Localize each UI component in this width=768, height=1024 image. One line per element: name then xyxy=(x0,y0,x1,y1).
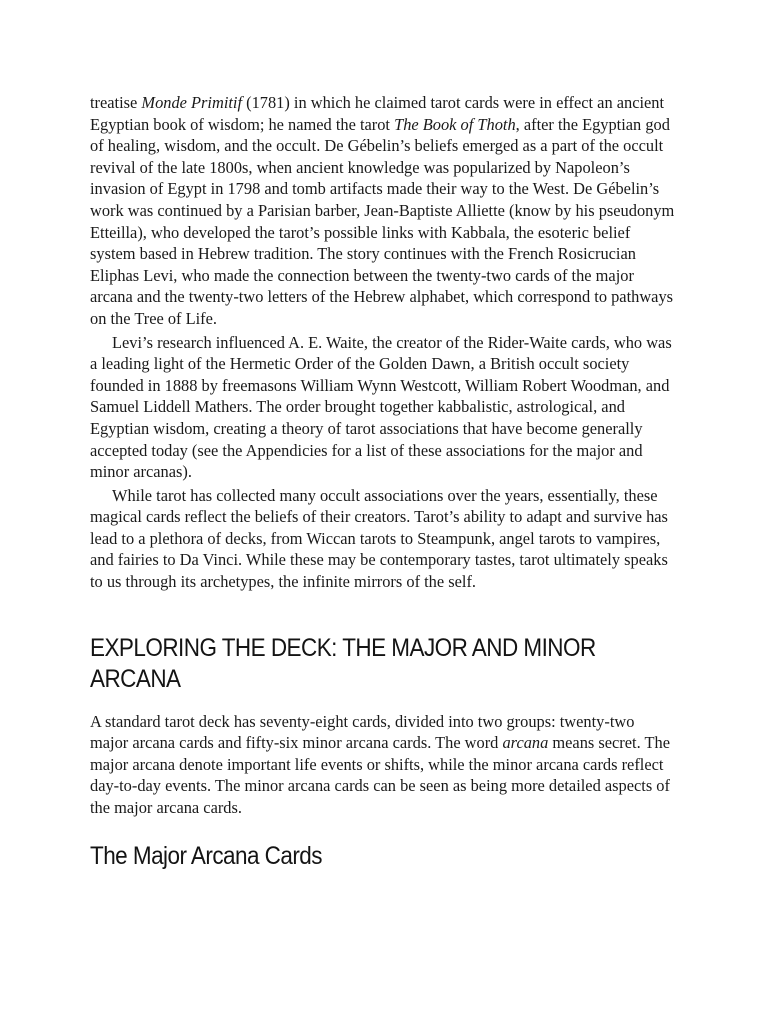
section-heading: EXPLORING THE DECK: THE MAJOR AND MINOR ARCANA xyxy=(90,633,596,693)
italic-term-arcana: arcana xyxy=(502,733,549,753)
paragraph-history xyxy=(90,92,676,330)
text-run: means secret. The major arcana denote important life events or shifts, while the minor arcana cards reflect day-to-day events. The minor arcana cards can be seen as being more detailed aspects of the major arcana cards. xyxy=(90,733,670,818)
italic-title-monde-primitif: Monde Primitif xyxy=(141,93,243,112)
text-run: treatise xyxy=(90,93,142,112)
paragraph-waite: Levi’s research influenced A. E. Waite, the creator of the Rider-Waite cards, who was a leading light of the Hermetic Order of the Golden Dawn, a British occult society founded in 1888 by freemasons William Wynn Westcott, William Robert Woodman, and Samuel Liddell Mathers. The order brought together kabbalistic, astrological, and Egyptian wisdom, creating a theory of tarot associations that have become generally accepted today (see the Appendicies for a list of these associations for the major and minor arcanas). xyxy=(90,332,672,482)
italic-title-book-of-thoth: The Book of Thoth xyxy=(394,114,516,134)
document-page xyxy=(90,92,676,871)
paragraph-deck-overview xyxy=(90,711,676,819)
subsection-heading: The Major Arcana Cards xyxy=(90,841,322,870)
text-run: A standard tarot deck has seventy-eight cards, divided into two groups: twenty-two major arcana cards and fifty-six minor arcana cards. The word xyxy=(90,711,635,753)
text-run: (1781) in which he claimed tarot cards were in effect an ancient Egyptian book of wisdom; he named the tarot xyxy=(90,93,665,134)
text-run: , after the Egyptian god of healing, wisdom, and the occult. De Gébelin’s beliefs emerged as a part of the occult revival of the late 1800s, when ancient knowledge was popularized by Napoleon’s invasion of Egypt in 1798 and tomb artifacts made their way to the West. De Gébelin’s work was continued by a Parisian barber, Jean-Baptiste Alliette (know by his pseudonym Etteilla), who developed the tarot’s possible links with Kabbala, the esoteric belief system based in Hebrew tradition. The story continues with the French Rosicrucian Eliphas Levi, who made the connection between the twenty-two cards of the major arcana and the twenty-two letters of the Hebrew alphabet, which correspond to pathways on the Tree of Life. xyxy=(90,114,675,328)
paragraph-creators: While tarot has collected many occult associations over the years, essentially, these magical cards reflect the beliefs of their creators. Tarot’s ability to adapt and survive has lead to a plethora of decks, from Wiccan tarots to Steampunk, angel tarots to vampires, and fairies to Da Vinci. While these may be contemporary tastes, tarot ultimately speaks to us through its archetypes, the infinite mirrors of the self. xyxy=(90,485,668,592)
